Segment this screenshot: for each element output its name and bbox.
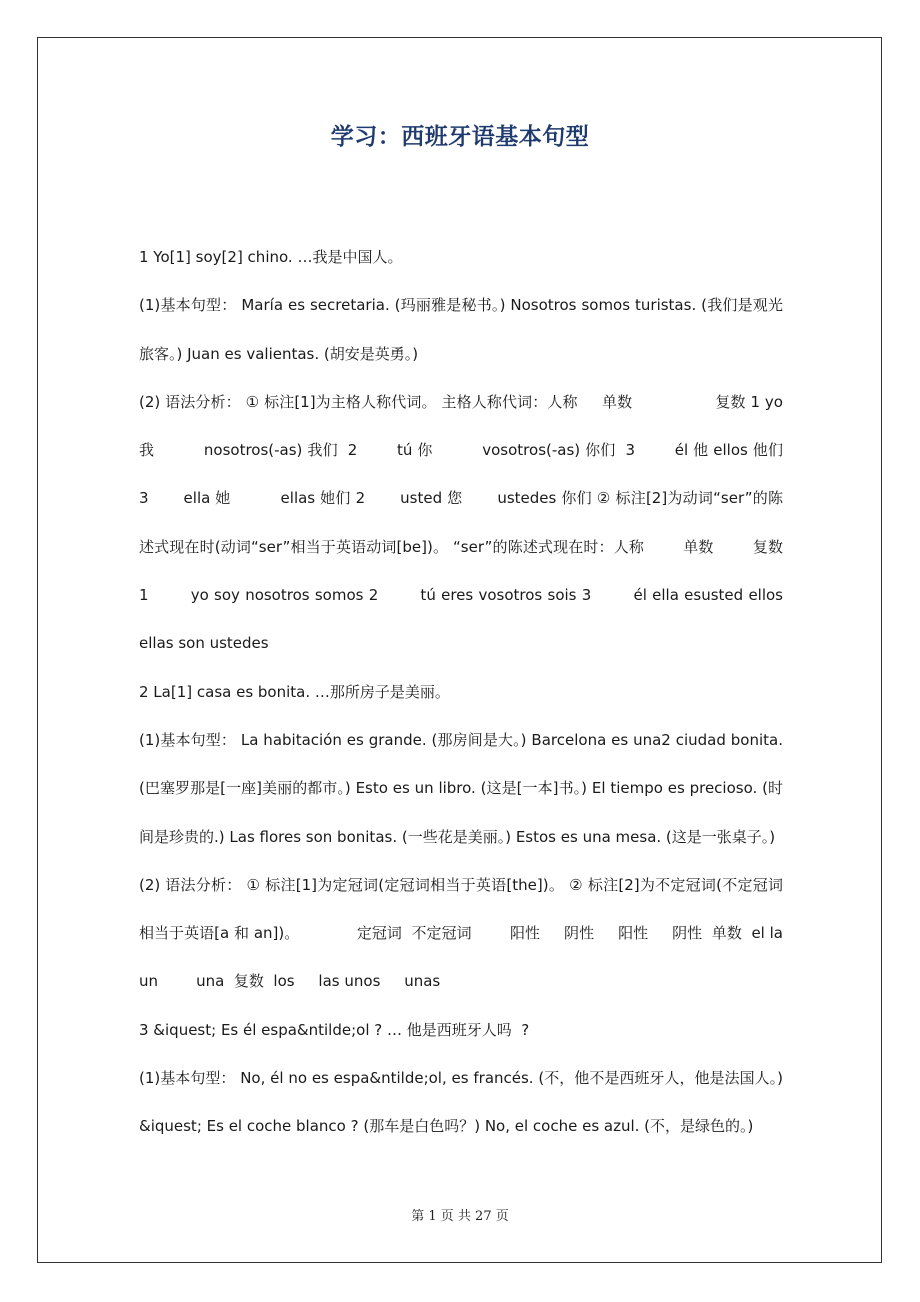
document-body <box>139 233 822 1151</box>
paragraph-sentence-1: 1 Yo[1] soy[2] chino. …我是中国人。 <box>139 248 403 266</box>
paragraph-sentence-2: 2 La[1] casa es bonita. …那所房子是美丽。 <box>139 682 450 701</box>
paragraph-grammar-2: (2) 语法分析： ① 标注[1]为定冠词(定冠词相当于英语[the])。 ② 标注[2]为不定冠词(不定冠词相当于英语[a 和 an])。 定冠词 不定冠词 阳性 阴性 阳性 阴性 单数 el la un una 复数 los las unos unas <box>139 875 822 991</box>
paragraph-basic-pattern-3: (1)基本句型： No, él no es espa&ntilde;ol, es francés. (不，他不是西班牙人，他是法国人。) &iquest; Es el coche blanco ? (那车是白色吗？) No, el coche es azul. (不，是绿色的。) <box>139 1069 788 1136</box>
page-footer: 第 1 页 共 27 页 <box>411 1209 509 1224</box>
document-title: 学习：西班牙语基本句型 <box>330 124 590 150</box>
paragraph-basic-pattern-1: (1)基本句型： María es secretaria. (玛丽雅是秘书。) Nosotros somos turistas. (我们是观光旅客。) Juan es valientas. (胡安是英勇。) <box>139 296 783 363</box>
paragraph-basic-pattern-2: (1)基本句型： La habitación es grande. (那房间是大。) Barcelona es una2 ciudad bonita. (巴塞罗那是[一座]美丽的都市。) Esto es un libro. (这是[一本]书。) El tiempo es precioso. (时间是珍贵的.) Las flores son bonitas. (一些花是美丽。) Estos es una mesa. (这是一张桌子。) <box>139 730 788 846</box>
paragraph-grammar-1: (2) 语法分析： ① 标注[1]为主格人称代词。 主格人称代词：人称 单数 复数 1 yo 我 nosotros(-as) 我们 2 tú 你 vosotros(-as) 你们 3 él 他 ellos 他们 3 ella 她 ellas 她们 2 usted 您 ustedes 你们 ② 标注[2]为动词“ser”的陈述式现在时(动词“ser”相当于英语动词[be])。 “ser”的陈述式现在时：人称 单数 复数 1 yo soy nosotros somos 2 tú eres vosotros sois 3 él ella esusted ellos ellas son ustedes <box>139 392 788 653</box>
paragraph-sentence-3: 3 &iquest; Es él espa&ntilde;ol ? … 他是西班牙人吗 ? <box>139 1020 530 1039</box>
